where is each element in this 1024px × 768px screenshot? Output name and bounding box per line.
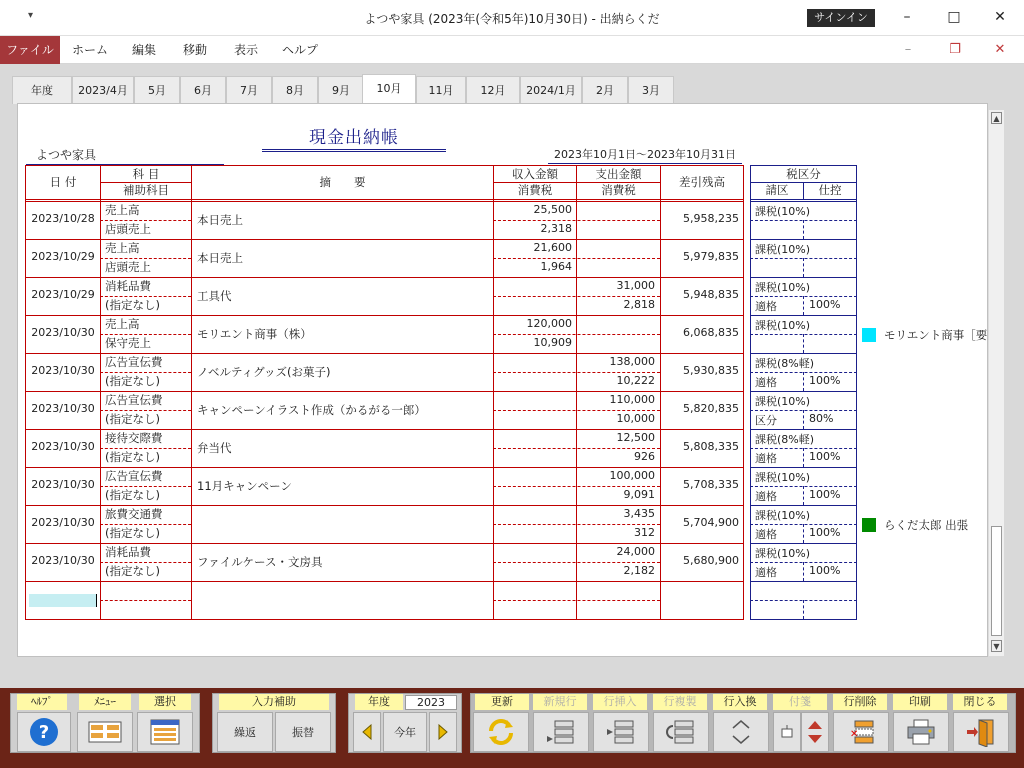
row-account[interactable]: 広告宣伝費 <box>105 469 163 483</box>
sticky-pin-button[interactable] <box>773 712 801 752</box>
up-down-icon <box>729 717 753 747</box>
row-description[interactable]: ファイルケース・文房具 <box>197 555 323 569</box>
close-icon[interactable]: ✕ <box>994 9 1006 25</box>
row-tax-class[interactable]: 課税(10%) <box>755 547 811 560</box>
row-description[interactable]: 本日売上 <box>197 251 243 265</box>
print-button[interactable] <box>893 712 949 752</box>
refresh-label: 更新 <box>475 694 529 710</box>
row-sub-account[interactable]: (指定なし) <box>105 526 160 540</box>
insert-row-button[interactable] <box>593 712 649 752</box>
row-purchase[interactable]: 100% <box>809 526 841 539</box>
prev-year-button[interactable] <box>353 712 381 752</box>
sticky-note-marker[interactable] <box>862 518 876 532</box>
row-sub-account[interactable]: 保守売上 <box>105 336 151 350</box>
tab-file[interactable]: ファイル <box>0 36 60 64</box>
header-balance: 差引残高 <box>679 175 725 189</box>
row-purchase[interactable]: 80% <box>809 412 834 425</box>
row-tax-class[interactable]: 課税(10%) <box>755 319 811 332</box>
row-tax-class[interactable]: 課税(8%軽) <box>755 357 815 370</box>
swap-row-button[interactable] <box>713 712 769 752</box>
svg-text:✕: ✕ <box>850 729 859 740</box>
row-description[interactable]: 本日売上 <box>197 213 243 227</box>
row-account[interactable]: 消耗品費 <box>105 545 151 559</box>
header-billing: 請区 <box>765 183 789 197</box>
row-expense[interactable]: 24,000 <box>616 545 655 558</box>
row-account[interactable]: 旅費交通費 <box>105 507 163 521</box>
tab-month[interactable]: 7月 <box>226 76 272 104</box>
ledger-title: 現金出納帳 <box>262 123 446 152</box>
vertical-scrollbar[interactable] <box>988 110 1004 656</box>
sticky-move-button[interactable] <box>801 712 829 752</box>
row-expense-tax[interactable]: 926 <box>634 450 655 463</box>
new-row-icon <box>545 718 577 746</box>
row-tax-class[interactable]: 課税(10%) <box>755 281 811 294</box>
row-purchase[interactable]: 100% <box>809 298 841 311</box>
doc-restore-icon[interactable]: ❐ <box>949 42 961 57</box>
row-description[interactable]: 弁当代 <box>197 441 232 455</box>
row-tax-class[interactable]: 課税(10%) <box>755 395 811 408</box>
year-value-field[interactable]: 2023 <box>405 695 457 710</box>
row-purchase[interactable]: 100% <box>809 564 841 577</box>
row-balance[interactable]: 6,068,835 <box>683 326 739 339</box>
row-account[interactable]: 売上高 <box>105 317 140 331</box>
header-expense-tax: 消費税 <box>601 183 636 197</box>
input-assist-label: 入力補助 <box>219 694 329 710</box>
row-sub-account[interactable]: (指定なし) <box>105 412 160 426</box>
row-billing[interactable]: 適格 <box>755 566 777 579</box>
tab-month[interactable]: 12月 <box>466 76 520 104</box>
row-tax-class[interactable]: 課税(10%) <box>755 509 811 522</box>
row-date[interactable]: 2023/10/30 <box>31 364 95 377</box>
row-balance[interactable]: 5,958,235 <box>683 212 739 225</box>
help-button[interactable] <box>17 712 71 752</box>
row-tax-class[interactable]: 課税(10%) <box>755 243 811 256</box>
tab-month[interactable]: 2月 <box>582 76 628 104</box>
period-range: 2023年10月1日〜2023年10月31日 <box>548 146 742 164</box>
scrollbar-thumb[interactable] <box>991 526 1002 636</box>
row-billing[interactable]: 適格 <box>755 300 777 313</box>
row-income[interactable]: 21,600 <box>533 241 572 254</box>
delete-row-button[interactable] <box>833 712 889 752</box>
pin-icon <box>779 724 795 740</box>
row-description[interactable]: 工具代 <box>197 289 232 303</box>
signin-button[interactable]: サインイン <box>807 9 875 27</box>
select-label: 選択 <box>139 694 191 710</box>
tab-view[interactable]: 表示 <box>233 43 258 57</box>
row-income-tax[interactable]: 1,964 <box>540 260 572 273</box>
row-description[interactable]: 11月キャンペーン <box>197 479 292 493</box>
row-expense[interactable]: 31,000 <box>616 279 655 292</box>
row-income-tax[interactable]: 2,318 <box>540 222 572 235</box>
printer-icon <box>905 718 937 746</box>
row-balance[interactable]: 5,708,335 <box>683 478 739 491</box>
tab-help[interactable]: ヘルプ <box>281 43 318 57</box>
header-income-tax: 消費税 <box>517 183 553 197</box>
tab-month[interactable]: 5月 <box>134 76 180 104</box>
sticky-note-text[interactable]: モリエント商事［要 <box>884 328 988 342</box>
tab-fiscal-year[interactable]: 年度 <box>12 76 72 104</box>
tab-month[interactable]: 3月 <box>628 76 674 104</box>
toolbar-group-year <box>348 693 462 753</box>
delete-row-label: 行削除 <box>833 694 887 710</box>
row-description[interactable]: ノベルティグッズ(お菓子) <box>197 365 331 379</box>
insert-row-label: 行挿入 <box>593 694 647 710</box>
scroll-down-icon[interactable]: ▼ <box>991 640 1002 652</box>
new-row-button[interactable] <box>533 712 589 752</box>
arrow-right-icon <box>436 723 450 741</box>
print-label: 印刷 <box>893 694 947 710</box>
help-icon <box>29 717 59 747</box>
arrow-left-icon <box>360 723 374 741</box>
new-row-label: 新規行 <box>533 694 587 710</box>
row-date[interactable]: 2023/10/28 <box>31 212 95 225</box>
year-label: 年度 <box>355 694 403 710</box>
company-name: よつや家具 <box>26 146 224 165</box>
swap-row-label: 行入換 <box>713 694 767 710</box>
toolbar-group-input-assist <box>212 693 336 753</box>
row-date[interactable]: 2023/10/29 <box>31 288 95 301</box>
row-expense-tax[interactable]: 2,182 <box>623 564 655 577</box>
row-balance[interactable]: 5,979,835 <box>683 250 739 263</box>
header-date: 日 付 <box>49 175 77 189</box>
row-expense[interactable]: 12,500 <box>616 431 655 444</box>
copy-row-button[interactable] <box>653 712 709 752</box>
doc-close-icon[interactable]: ✕ <box>994 42 1006 57</box>
row-description[interactable]: キャンペーンイラスト作成（かるがる一郎） <box>197 403 426 417</box>
row-sub-account[interactable]: 店頭売上 <box>105 222 151 236</box>
tab-edit[interactable]: 編集 <box>131 43 156 57</box>
row-date[interactable]: 2023/10/30 <box>31 326 95 339</box>
row-expense[interactable]: 138,000 <box>609 355 655 368</box>
row-date[interactable]: 2023/10/30 <box>31 478 95 491</box>
window-list-icon <box>149 718 181 746</box>
row-income[interactable]: 25,500 <box>533 203 572 216</box>
tab-month[interactable]: 2024/1月 <box>520 76 582 104</box>
month-tabs <box>12 76 992 104</box>
tab-move[interactable]: 移動 <box>182 43 207 57</box>
row-date[interactable]: 2023/10/29 <box>31 250 95 263</box>
row-expense-tax[interactable]: 9,091 <box>623 488 655 501</box>
tab-month[interactable]: 2023/4月 <box>72 76 134 104</box>
row-billing[interactable]: 適格 <box>755 490 777 503</box>
row-account[interactable]: 消耗品費 <box>105 279 151 293</box>
row-expense[interactable]: 100,000 <box>609 469 655 482</box>
row-expense[interactable]: 110,000 <box>609 393 655 406</box>
row-account[interactable]: 接待交際費 <box>105 431 163 445</box>
new-row-date-input[interactable] <box>29 594 97 607</box>
row-account[interactable]: 売上高 <box>105 203 140 217</box>
sticky-arrows-icon <box>806 717 824 747</box>
doc-minimize-icon[interactable]: – <box>904 42 912 57</box>
header-purchase: 仕控 <box>818 183 842 197</box>
select-button[interactable] <box>137 712 193 752</box>
row-expense-tax[interactable]: 10,222 <box>616 374 655 387</box>
transfer-button[interactable]: 振替 <box>275 712 331 752</box>
header-income: 収入金額 <box>512 167 558 181</box>
this-year-button[interactable]: 今年 <box>383 712 427 752</box>
sticky-label: 付箋 <box>773 694 827 710</box>
bottom-toolbar <box>0 688 1024 768</box>
row-billing[interactable]: 適格 <box>755 376 777 389</box>
next-year-button[interactable] <box>429 712 457 752</box>
tab-month[interactable]: 9月 <box>318 76 364 104</box>
menu-button[interactable] <box>77 712 133 752</box>
row-purchase[interactable]: 100% <box>809 450 841 463</box>
row-sub-account[interactable]: (指定なし) <box>105 298 160 312</box>
minimize-icon[interactable]: – <box>903 9 911 25</box>
tab-month-active[interactable]: 10月 <box>362 74 416 104</box>
help-label: ﾍﾙﾌﾟ <box>17 694 67 710</box>
row-tax-class[interactable]: 課税(10%) <box>755 205 811 218</box>
row-sub-account[interactable]: (指定なし) <box>105 564 160 578</box>
row-expense-tax[interactable]: 312 <box>634 526 655 539</box>
row-account[interactable]: 広告宣伝費 <box>105 393 163 407</box>
menu-label: ﾒﾆｭｰ <box>79 694 131 710</box>
tab-home[interactable]: ホーム <box>71 43 108 57</box>
row-date[interactable]: 2023/10/30 <box>31 516 95 529</box>
row-date[interactable]: 2023/10/30 <box>31 440 95 453</box>
row-balance[interactable]: 5,930,835 <box>683 364 739 377</box>
scroll-up-icon[interactable]: ▲ <box>991 112 1002 124</box>
header-tax-class: 税区分 <box>786 167 821 181</box>
row-sub-account[interactable]: (指定なし) <box>105 374 160 388</box>
ribbon-tabs <box>0 36 1024 64</box>
header-expense: 支出金額 <box>595 167 642 181</box>
refresh-icon <box>485 717 517 747</box>
delete-row-icon <box>845 718 877 746</box>
row-balance[interactable]: 5,704,900 <box>683 516 739 529</box>
window-title: よつや家具 (2023年(令和5年)10月30日) - 出納らくだ <box>364 12 660 26</box>
row-income[interactable]: 120,000 <box>526 317 572 330</box>
repeat-button[interactable]: 繰返 <box>217 712 273 752</box>
header-account: 科 目 <box>132 167 160 181</box>
close-label: 閉じる <box>953 694 1007 710</box>
row-expense-tax[interactable]: 2,818 <box>623 298 655 311</box>
row-billing[interactable]: 区分 <box>755 414 777 427</box>
row-date[interactable]: 2023/10/30 <box>31 402 95 415</box>
row-account[interactable]: 売上高 <box>105 241 140 255</box>
copy-row-label: 行複製 <box>653 694 707 710</box>
menu-icon <box>87 719 123 745</box>
svg-text:?: ? <box>38 722 50 743</box>
row-billing[interactable]: 適格 <box>755 452 777 465</box>
toolbar-group-general <box>10 693 200 753</box>
row-billing[interactable]: 適格 <box>755 528 777 541</box>
header-sub-account: 補助科目 <box>123 183 169 197</box>
maximize-icon[interactable]: □ <box>947 9 961 25</box>
row-purchase[interactable]: 100% <box>809 374 841 387</box>
tab-month[interactable]: 11月 <box>416 76 466 104</box>
close-form-button[interactable] <box>953 712 1009 752</box>
row-tax-class[interactable]: 課税(8%軽) <box>755 433 815 446</box>
row-balance[interactable]: 5,680,900 <box>683 554 739 567</box>
row-description[interactable]: モリエント商事（株） <box>197 327 312 341</box>
row-balance[interactable]: 5,820,835 <box>683 402 739 415</box>
row-purchase[interactable]: 100% <box>809 488 841 501</box>
sticky-note-text[interactable]: らくだ太郎 出張 <box>884 518 969 532</box>
toolbar-group-rows <box>470 693 1016 753</box>
row-tax-class[interactable]: 課税(10%) <box>755 471 811 484</box>
row-date[interactable]: 2023/10/30 <box>31 554 95 567</box>
row-expense-tax[interactable]: 10,000 <box>616 412 655 425</box>
exit-door-icon <box>965 717 997 747</box>
row-income-tax[interactable]: 10,909 <box>533 336 572 349</box>
sticky-note-marker[interactable] <box>862 328 876 342</box>
row-account[interactable]: 広告宣伝費 <box>105 355 163 369</box>
tab-month[interactable]: 6月 <box>180 76 226 104</box>
insert-row-icon <box>605 718 637 746</box>
row-sub-account[interactable]: (指定なし) <box>105 450 160 464</box>
tab-month[interactable]: 8月 <box>272 76 318 104</box>
copy-row-icon <box>665 718 697 746</box>
refresh-button[interactable] <box>473 712 529 752</box>
row-sub-account[interactable]: (指定なし) <box>105 488 160 502</box>
row-balance[interactable]: 5,808,335 <box>683 440 739 453</box>
quick-access-dropdown-icon[interactable]: ▾ <box>28 10 34 21</box>
header-description: 摘 要 <box>319 175 366 189</box>
row-balance[interactable]: 5,948,835 <box>683 288 739 301</box>
row-sub-account[interactable]: 店頭売上 <box>105 260 151 274</box>
row-expense[interactable]: 3,435 <box>623 507 655 520</box>
